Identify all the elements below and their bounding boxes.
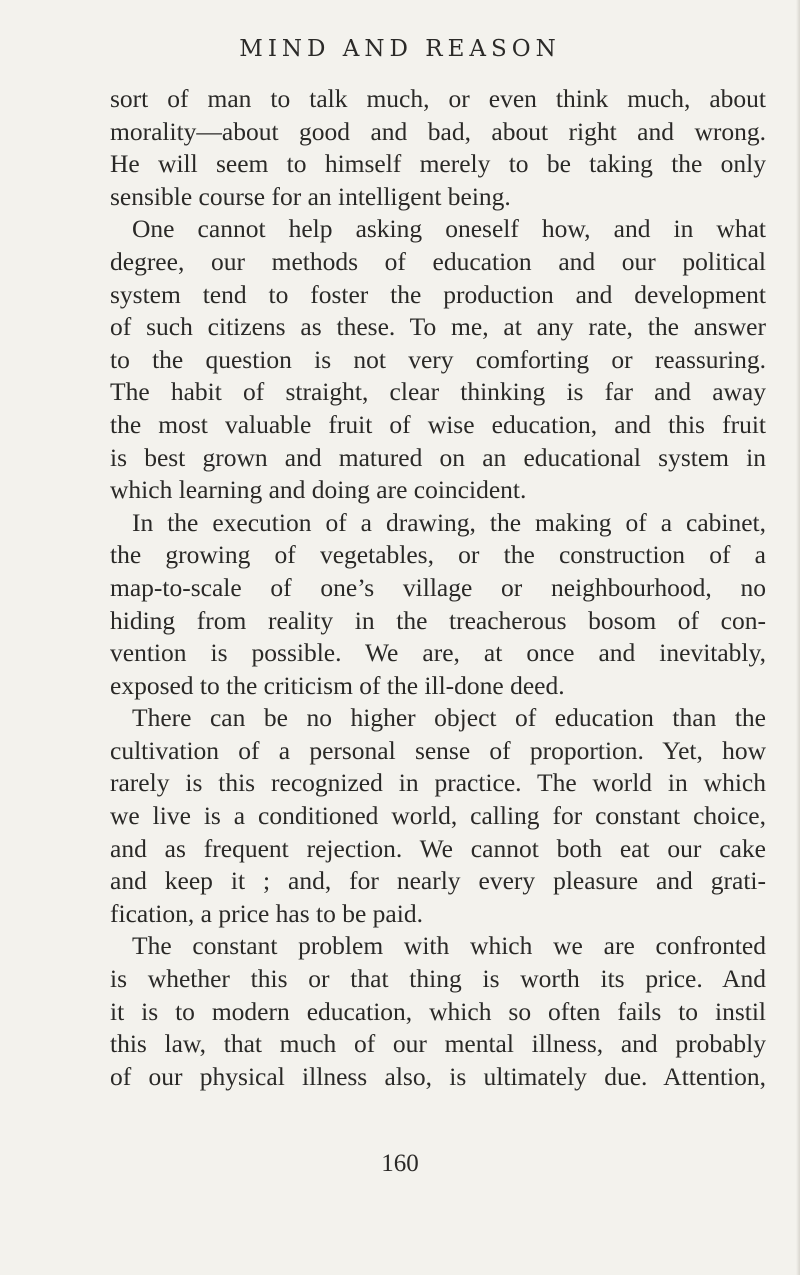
text-line: He will seem to himself merely to be taking the only	[110, 149, 766, 179]
paragraph	[110, 702, 766, 930]
text-line: we live is a conditioned world, calling for constant choice,	[110, 801, 766, 831]
body-text	[110, 83, 766, 1093]
text-line: degree, our methods of education and our political	[110, 246, 766, 276]
text-line: of such citizens as these. To me, at any rate, the answer	[110, 312, 766, 342]
page-edge-shadow	[796, 0, 800, 1275]
running-head: MIND AND REASON	[239, 36, 561, 62]
text-line: cultivation of a personal sense of proportion. Yet, how	[110, 735, 766, 765]
text-line: it is to modern education, which so often fails to instil	[110, 996, 766, 1026]
text-line: is best grown and matured on an educational system in	[110, 442, 766, 472]
paragraph	[110, 213, 766, 506]
text-line: map-to-scale of one’s village or neighbourhood, no	[110, 572, 766, 602]
text-line: to the question is not very comforting or reassuring.	[110, 344, 766, 374]
text-line: The habit of straight, clear thinking is far and away	[110, 377, 766, 407]
text-line: the growing of vegetables, or the construction of a	[110, 540, 766, 570]
text-line: this law, that much of our mental illness, and probably	[110, 1029, 766, 1059]
text-line: vention is possible. We are, at once and inevitably,	[110, 638, 766, 668]
page-number: 160	[381, 1150, 419, 1177]
text-line: rarely is this recognized in practice. The world in which	[110, 768, 766, 798]
text-line: is whether this or that thing is worth its price. And	[110, 964, 766, 994]
text-line: fication, a price has to be paid.	[110, 898, 423, 928]
text-line: morality—about good and bad, about right and wrong.	[110, 116, 766, 146]
text-line: In the execution of a drawing, the making of a cabinet,	[132, 507, 766, 537]
paragraph	[110, 507, 766, 703]
paragraph	[110, 83, 766, 213]
text-line: sort of man to talk much, or even think much, about	[110, 84, 766, 113]
text-line: of our physical illness also, is ultimately due. Attention,	[110, 1061, 766, 1091]
text-line: exposed to the criticism of the ill-done deed.	[110, 670, 565, 700]
text-line: system tend to foster the production and development	[110, 279, 766, 309]
text-line: sensible course for an intelligent being.	[110, 181, 511, 211]
paragraph	[110, 930, 766, 1093]
text-line: hiding from reality in the treacherous bosom of con-	[110, 605, 766, 635]
text-line: and as frequent rejection. We cannot both eat our cake	[110, 833, 766, 863]
text-line: There can be no higher object of education than the	[132, 703, 766, 733]
text-line: the most valuable fruit of wise education, and this fruit	[110, 409, 766, 439]
text-line: The constant problem with which we are confronted	[132, 931, 766, 961]
text-line: One cannot help asking oneself how, and in what	[132, 214, 766, 244]
text-line: which learning and doing are coincident.	[110, 475, 527, 505]
text-line: and keep it ; and, for nearly every pleasure and grati-	[110, 866, 766, 896]
